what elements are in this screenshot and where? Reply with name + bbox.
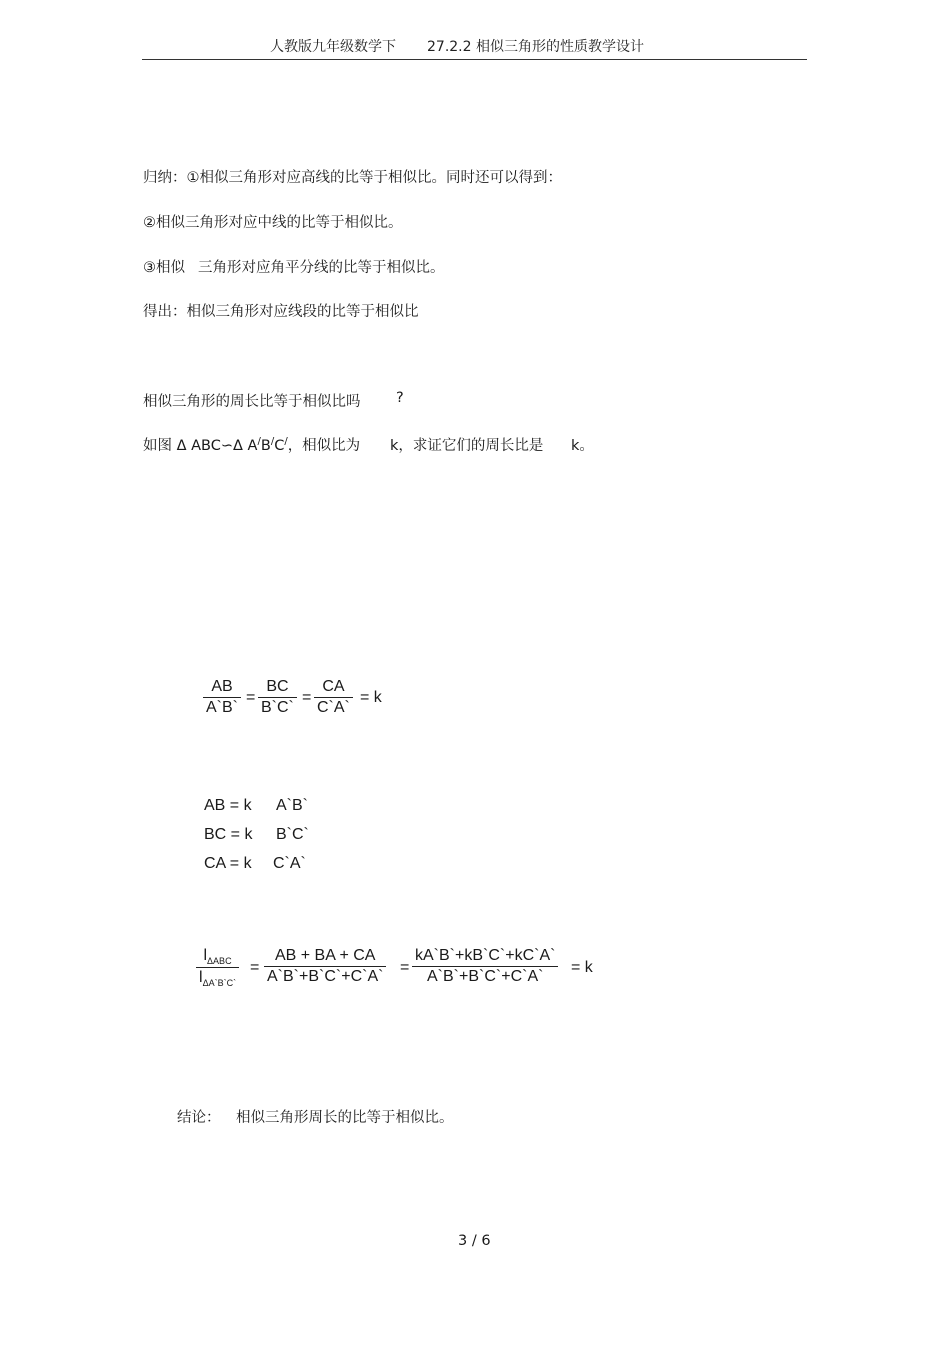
- subscript: ΔA`B`C`: [202, 978, 237, 988]
- fraction-denominator: A`B`+B`C`+C`A`: [427, 968, 544, 985]
- prove-text-a: 如图 Δ ABC∽Δ A: [143, 438, 258, 454]
- prove-text-k2: k。: [571, 438, 594, 454]
- page-number: 3 / 6: [458, 1233, 491, 1249]
- paragraph-summary: 归纳：①相似三角形对应高线的比等于相似比。同时还可以得到：: [143, 170, 562, 186]
- fraction-denominator: C`A`: [317, 699, 350, 716]
- header-rule: [142, 59, 807, 60]
- paragraph-median: ②相似三角形对应中线的比等于相似比。: [143, 215, 403, 231]
- prime-mark: /: [257, 436, 261, 447]
- conclusion-text: 相似三角形周长的比等于相似比。: [236, 1110, 454, 1126]
- conclusion-label: 结论：: [177, 1110, 221, 1126]
- perimeter-symbol: l: [199, 969, 203, 986]
- fraction-ab: [203, 677, 241, 718]
- fraction-perimeters: [196, 946, 239, 989]
- fraction-numerator: kA`B`+kB`C`+kC`A`: [415, 947, 556, 964]
- fraction-denominator: A`B`+B`C`+C`A`: [267, 968, 384, 985]
- fraction-bc: [258, 677, 297, 718]
- row-ca-right: C`A`: [273, 855, 306, 872]
- question-mark: ?: [396, 390, 404, 406]
- perimeter-symbol: l: [203, 947, 208, 964]
- equals-sign: =: [302, 689, 312, 706]
- prove-text-b: B: [260, 438, 271, 454]
- equals-k: = k: [360, 689, 382, 706]
- row-ab-left: AB = k: [204, 797, 252, 814]
- prove-text-k: k，求证它们的周长比是: [390, 438, 544, 454]
- fraction-numerator: AB + BA + CA: [274, 947, 376, 964]
- fraction-denominator: A`B`: [206, 699, 238, 716]
- fraction-scaled-sides: [412, 946, 558, 987]
- fraction-denominator: B`C`: [261, 699, 294, 716]
- header-title-left: 人教版九年级数学下: [270, 39, 396, 55]
- row-ab-right: A`B`: [276, 797, 308, 814]
- subscript: ΔABC: [207, 956, 232, 966]
- prove-text-d: ，相似比为: [287, 438, 361, 454]
- question-prove: [143, 434, 360, 455]
- equals-sign: =: [400, 959, 410, 976]
- equals-sign: =: [250, 959, 260, 976]
- equals-sign: =: [246, 689, 256, 706]
- fraction-numerator: [200, 946, 234, 967]
- prime-mark: /: [284, 436, 288, 447]
- fraction-ca: [314, 677, 353, 718]
- fraction-denominator: [196, 968, 239, 989]
- paragraph-bisector-a: ③相似: [143, 260, 185, 276]
- row-ca-left: CA = k: [204, 855, 252, 872]
- prove-text-c: C: [274, 438, 285, 454]
- fraction-numerator: AB: [211, 678, 233, 695]
- question-perimeter: 相似三角形的周长比等于相似比吗: [143, 394, 361, 410]
- row-bc-left: BC = k: [204, 826, 253, 843]
- prime-mark: /: [270, 436, 275, 447]
- paragraph-result: 得出：相似三角形对应线段的比等于相似比: [143, 304, 419, 320]
- row-bc-right: B`C`: [276, 826, 309, 843]
- fraction-numerator: BC: [266, 678, 289, 695]
- header-title-right: 27.2.2 相似三角形的性质教学设计: [427, 39, 644, 55]
- fraction-sides: [264, 946, 386, 987]
- equals-k: = k: [571, 959, 593, 976]
- fraction-numerator: CA: [322, 678, 345, 695]
- paragraph-bisector-b: 三角形对应角平分线的比等于相似比。: [198, 260, 445, 276]
